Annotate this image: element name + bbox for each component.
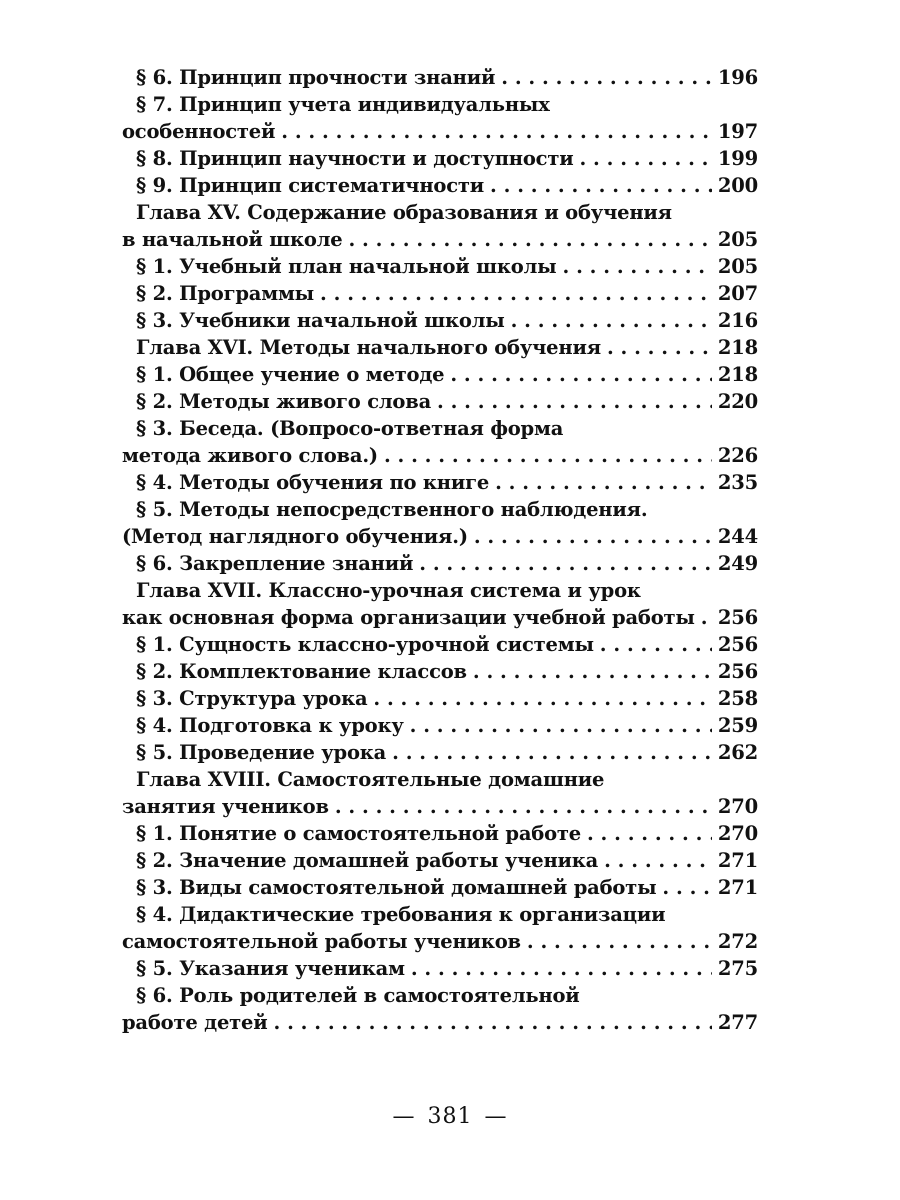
toc-line (122, 847, 758, 874)
toc-entry-page: 197 (717, 120, 758, 143)
toc-entry-page: 262 (717, 741, 758, 764)
toc-entry-title: § 4. Дидактические требования к организации (136, 903, 666, 926)
table-of-contents (122, 64, 758, 1036)
toc-entry-title: § 9. Принцип систематичности (136, 174, 485, 197)
toc-line (122, 712, 758, 739)
toc-entry-page: 256 (717, 633, 758, 656)
toc-entry-title: § 1. Сущность классно-урочной системы (136, 633, 594, 656)
dot-leader (563, 253, 712, 280)
toc-entry-page: 271 (717, 849, 758, 872)
dot-leader (474, 523, 712, 550)
toc-entry-page: 199 (717, 147, 758, 170)
folio-dash-right: — (484, 1104, 508, 1129)
toc-entry (122, 847, 758, 874)
toc-entry (122, 334, 758, 361)
toc-entry-page: 256 (717, 660, 758, 683)
dot-leader (274, 1009, 712, 1036)
toc-line (122, 91, 758, 118)
toc-entry-title: § 3. Беседа. (Вопросо-ответная форма (136, 417, 564, 440)
toc-line (122, 793, 758, 820)
toc-entry-page: 249 (717, 552, 758, 575)
dot-leader (437, 388, 712, 415)
dot-leader (600, 631, 712, 658)
toc-line (122, 118, 758, 145)
toc-entry-title: § 6. Закрепление знаний (136, 552, 414, 575)
toc-entry-title: Глава XVI. Методы начального обучения (136, 336, 601, 359)
toc-line (122, 415, 758, 442)
toc-line (122, 955, 758, 982)
dot-leader (419, 550, 712, 577)
dot-leader (384, 442, 712, 469)
toc-entry (122, 253, 758, 280)
toc-entry-title: § 2. Комплектование классов (136, 660, 467, 683)
toc-entry (122, 172, 758, 199)
toc-entry-title: § 3. Виды самостоятельной домашней работы (136, 876, 657, 899)
toc-entry (122, 496, 758, 550)
toc-line (122, 226, 758, 253)
toc-entry-title: § 3. Учебники начальной школы (136, 309, 505, 332)
toc-line (122, 388, 758, 415)
toc-entry-page: 244 (717, 525, 758, 548)
toc-line (122, 1009, 758, 1036)
toc-line (122, 280, 758, 307)
dot-leader (587, 820, 712, 847)
toc-line (122, 469, 758, 496)
toc-entry-title: § 1. Учебный план начальной школы (136, 255, 557, 278)
toc-entry (122, 901, 758, 955)
toc-entry (122, 361, 758, 388)
toc-entry-title: занятия учеников (122, 795, 329, 818)
toc-line (122, 307, 758, 334)
toc-entry-title: (Метод наглядного обучения.) (122, 525, 468, 548)
toc-entry (122, 307, 758, 334)
toc-entry (122, 550, 758, 577)
toc-entry (122, 955, 758, 982)
toc-entry-title: Глава XVII. Классно-урочная система и урок (136, 579, 641, 602)
toc-entry-title: Глава XVIII. Самостоятельные домашние (136, 768, 605, 791)
toc-line (122, 604, 758, 631)
toc-entry-page: 205 (717, 228, 758, 251)
toc-entry-page: 277 (717, 1011, 758, 1034)
toc-entry-title: § 2. Значение домашней работы ученика (136, 849, 599, 872)
page-number (0, 1104, 900, 1129)
toc-entry (122, 820, 758, 847)
toc-entry-page: 218 (717, 336, 758, 359)
toc-entry (122, 415, 758, 469)
toc-entry-title: § 1. Общее учение о методе (136, 363, 445, 386)
toc-entry-page: 220 (717, 390, 758, 413)
toc-entry-title: § 5. Проведение урока (136, 741, 387, 764)
dot-leader (335, 793, 712, 820)
dot-leader (604, 847, 712, 874)
toc-line (122, 442, 758, 469)
toc-line (122, 577, 758, 604)
toc-entry-page: 259 (717, 714, 758, 737)
toc-entry-page: 270 (717, 822, 758, 845)
toc-line (122, 766, 758, 793)
toc-entry-title: § 4. Методы обучения по книге (136, 471, 490, 494)
toc-line (122, 199, 758, 226)
toc-line (122, 145, 758, 172)
toc-entry (122, 280, 758, 307)
toc-entry-page: 200 (717, 174, 758, 197)
toc-entry-page: 196 (717, 66, 758, 89)
toc-entry-page: 272 (717, 930, 758, 953)
toc-entry-page: 216 (717, 309, 758, 332)
dot-leader (410, 712, 712, 739)
toc-entry-title: § 3. Структура урока (136, 687, 368, 710)
dot-leader (473, 658, 712, 685)
toc-entry (122, 874, 758, 901)
toc-line (122, 361, 758, 388)
toc-entry (122, 712, 758, 739)
toc-entry (122, 658, 758, 685)
dot-leader (527, 928, 712, 955)
toc-entry-title: § 5. Методы непосредственного наблюдения. (136, 498, 648, 521)
dot-leader (392, 739, 712, 766)
toc-entry-title: § 1. Понятие о самостоятельной работе (136, 822, 581, 845)
toc-entry-page: 218 (717, 363, 758, 386)
toc-entry-title: Глава XV. Содержание образования и обучения (136, 201, 672, 224)
toc-line (122, 496, 758, 523)
toc-entry-title: в начальной школе (122, 228, 343, 251)
toc-entry (122, 199, 758, 253)
dot-leader (320, 280, 712, 307)
toc-entry (122, 766, 758, 820)
toc-entry-title: самостоятельной работы учеников (122, 930, 521, 953)
toc-line (122, 982, 758, 1009)
dot-leader (373, 685, 711, 712)
toc-line (122, 523, 758, 550)
toc-entry-page: 256 (717, 606, 758, 629)
toc-entry-title: § 6. Роль родителей в самостоятельной (136, 984, 580, 1007)
toc-entry-title: § 8. Принцип научности и доступности (136, 147, 574, 170)
toc-entry-title: § 7. Принцип учета индивидуальных (136, 93, 550, 116)
toc-entry (122, 388, 758, 415)
dot-leader (281, 118, 712, 145)
toc-entry-page: 226 (717, 444, 758, 467)
toc-entry-title: § 6. Принцип прочности знаний (136, 66, 496, 89)
dot-leader (411, 955, 712, 982)
toc-entry-title: § 2. Методы живого слова (136, 390, 432, 413)
dot-leader (501, 64, 712, 91)
toc-line (122, 739, 758, 766)
dot-leader (579, 145, 711, 172)
toc-line (122, 658, 758, 685)
toc-line (122, 901, 758, 928)
toc-entry-title: § 2. Программы (136, 282, 315, 305)
toc-entry-page: 270 (717, 795, 758, 818)
dot-leader (490, 172, 712, 199)
dot-leader (450, 361, 712, 388)
toc-entry-page: 207 (717, 282, 758, 305)
toc-entry-title: работе детей (122, 1011, 268, 1034)
toc-entry-page: 205 (717, 255, 758, 278)
dot-leader (495, 469, 712, 496)
toc-entry (122, 631, 758, 658)
toc-entry-page: 271 (717, 876, 758, 899)
toc-entry-title: § 4. Подготовка к уроку (136, 714, 404, 737)
toc-entry (122, 145, 758, 172)
toc-line (122, 685, 758, 712)
dot-leader (662, 874, 711, 901)
toc-entry (122, 91, 758, 145)
toc-line (122, 874, 758, 901)
toc-line (122, 820, 758, 847)
toc-entry-title: § 5. Указания ученикам (136, 957, 405, 980)
toc-line (122, 550, 758, 577)
toc-entry (122, 982, 758, 1036)
toc-entry-page: 258 (717, 687, 758, 710)
dot-leader (607, 334, 712, 361)
toc-entry-title: как основная форма организации учебной работы (122, 606, 695, 629)
toc-entry-page: 235 (717, 471, 758, 494)
folio-dash-left: — (392, 1104, 416, 1129)
toc-line (122, 253, 758, 280)
dot-leader (348, 226, 711, 253)
toc-entry-title: метода живого слова.) (122, 444, 378, 467)
toc-entry-title: особенностей (122, 120, 276, 143)
toc-line (122, 928, 758, 955)
toc-entry (122, 577, 758, 631)
toc-entry (122, 64, 758, 91)
folio-number: 381 (427, 1104, 473, 1129)
dot-leader (511, 307, 712, 334)
toc-entry (122, 685, 758, 712)
toc-entry-page: 275 (717, 957, 758, 980)
toc-line (122, 334, 758, 361)
toc-line (122, 172, 758, 199)
toc-line (122, 64, 758, 91)
toc-entry (122, 739, 758, 766)
dot-leader (701, 604, 712, 631)
toc-entry (122, 469, 758, 496)
toc-line (122, 631, 758, 658)
